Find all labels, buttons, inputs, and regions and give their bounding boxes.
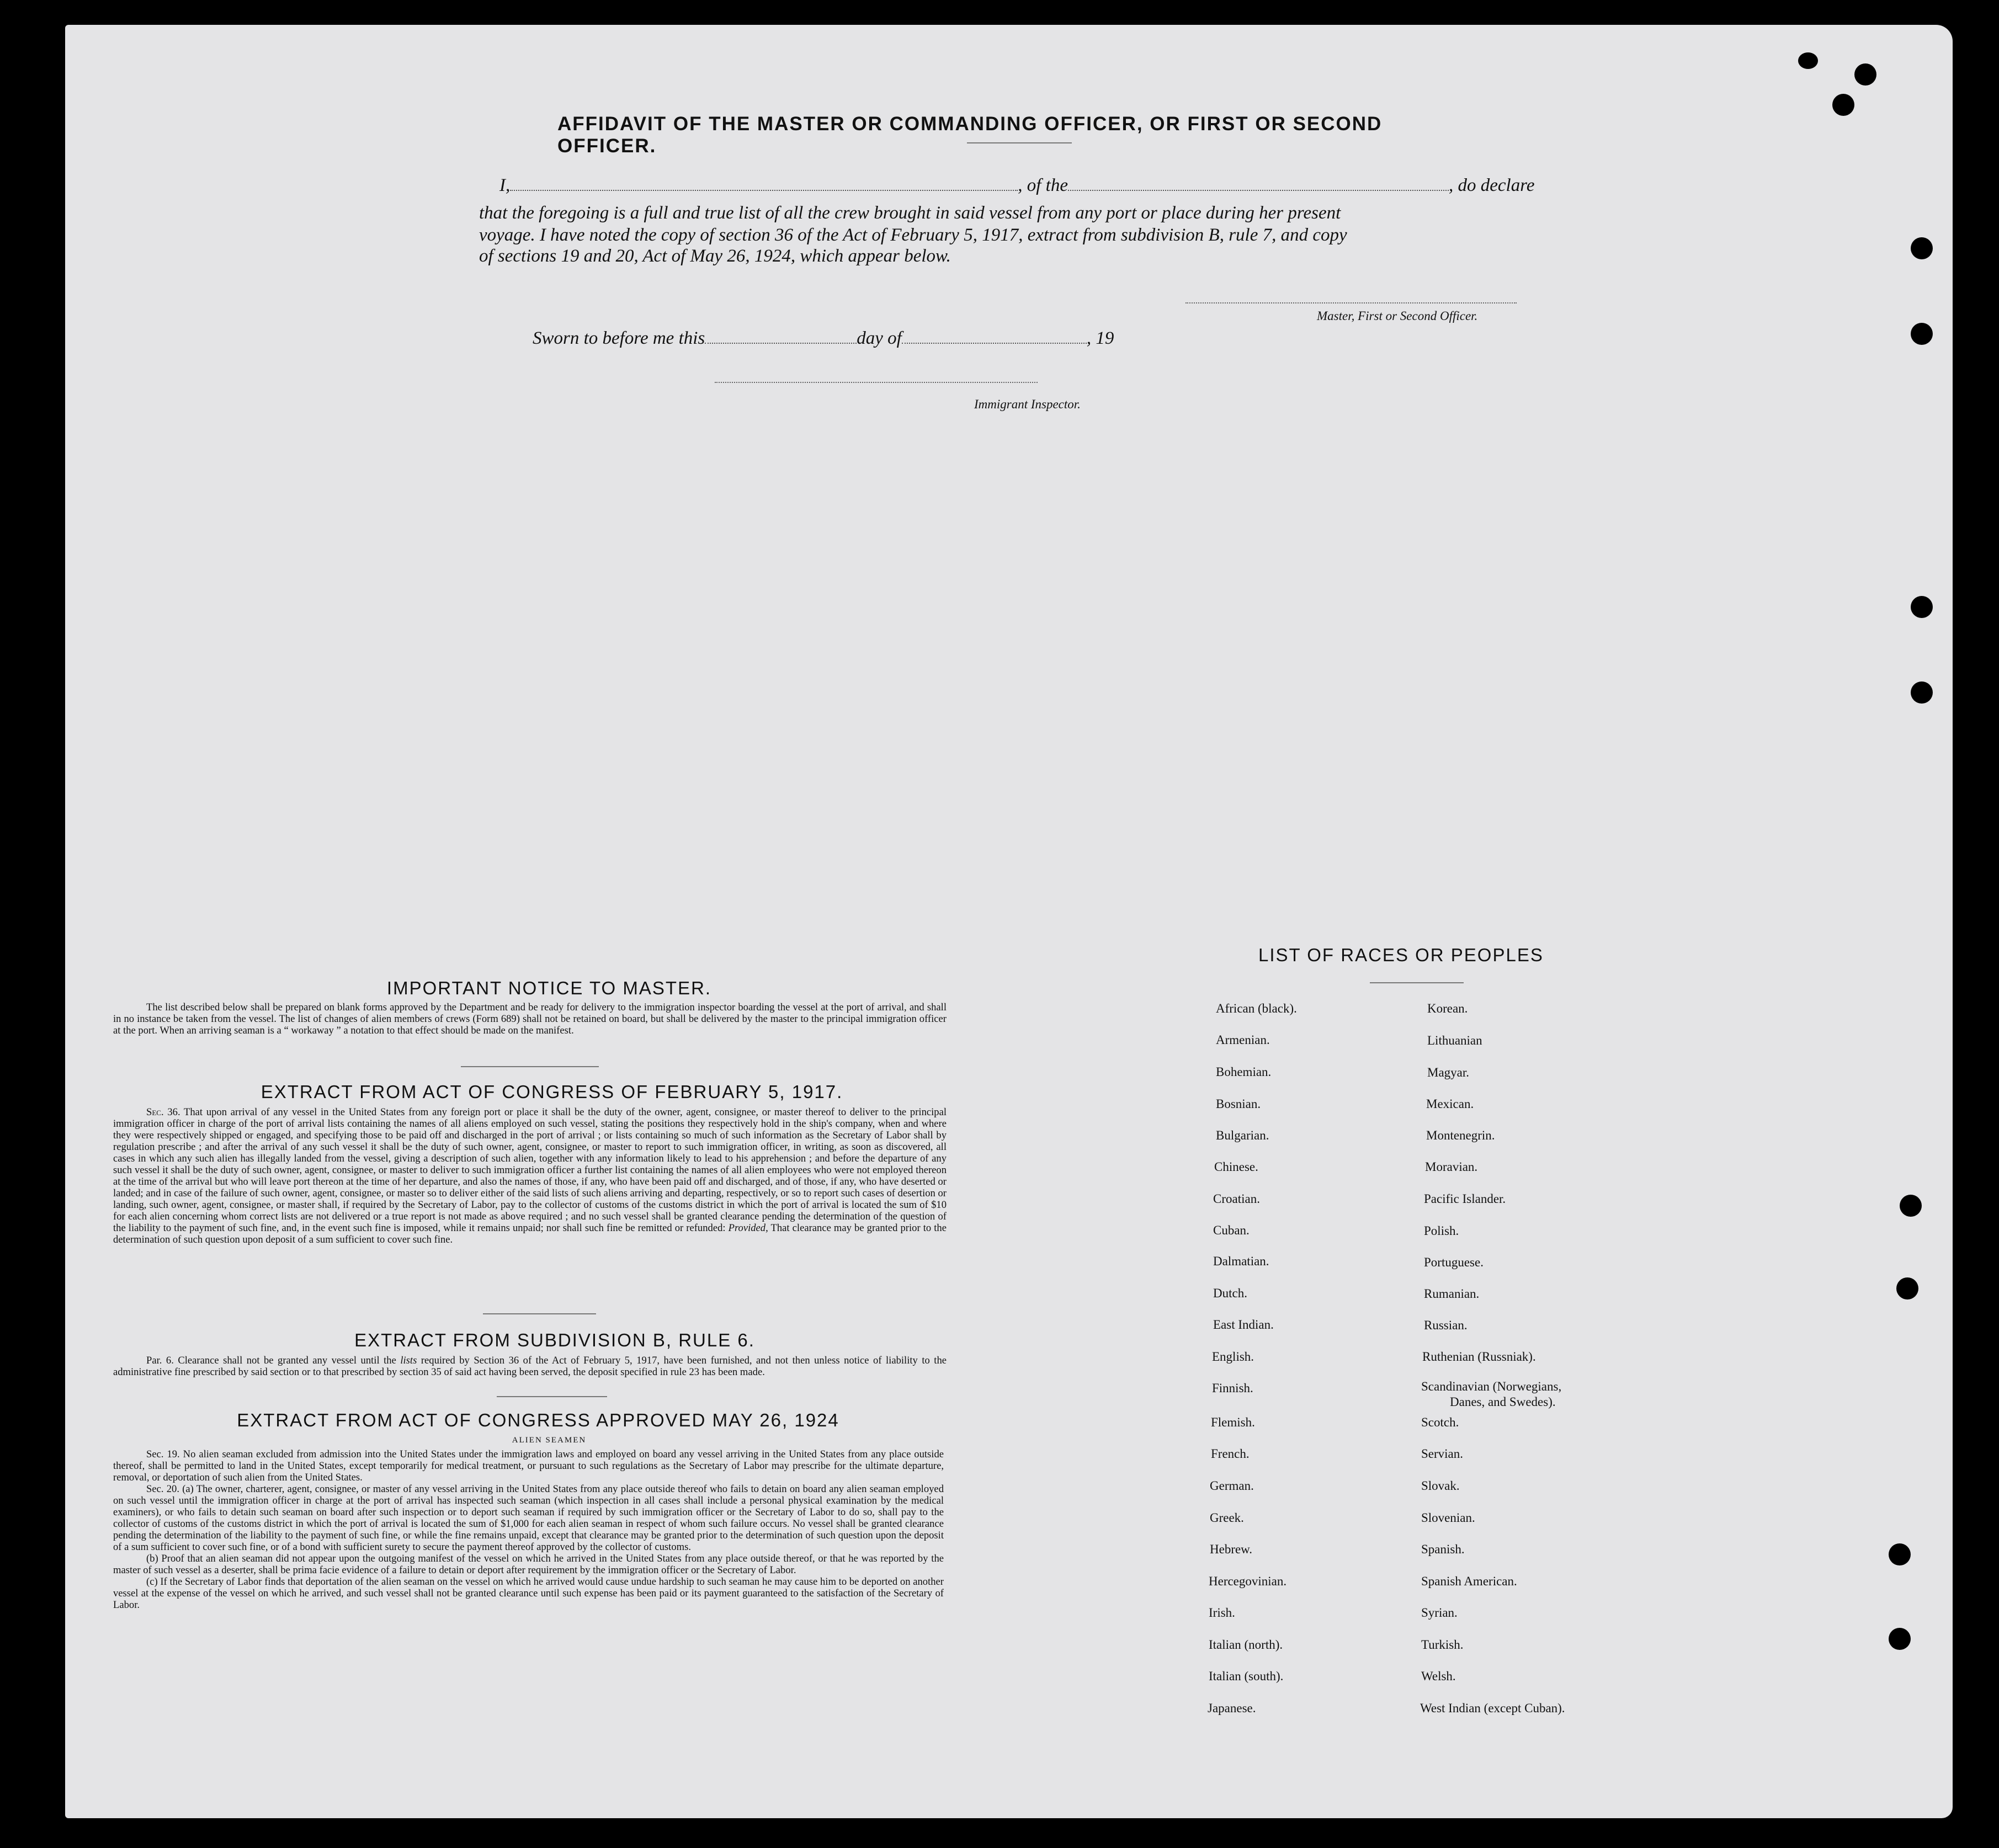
race-item: Bosnian. [1216, 1097, 1261, 1111]
race-item: Montenegrin. [1426, 1128, 1495, 1142]
race-item: Spanish. [1421, 1542, 1465, 1556]
notice-text: The list described below shall be prepared on blank forms approved by the Department and be ready for delivery to the immigration inspector boarding the vessel at the port of arrival, and shall in no instance be taken from the vessel. The list of changes of alien members of crews (Form 689) shall not be retained on board, but shall be delivered by the master to the principal immigration officer at the port. When an arriving seaman is a “ workaway ” a notation to that effect should be made on the manifest. [113, 1002, 947, 1036]
race-item: Slovenian. [1421, 1511, 1475, 1525]
affidavit-line-3: voyage. I have noted the copy of section 36 of the Act of February 5, 1917, extract from subdivision B, rule 7, and copy [479, 225, 1347, 245]
race-item: African (black). [1216, 1002, 1297, 1015]
race-item: Moravian. [1425, 1160, 1478, 1174]
race-item: Hebrew. [1210, 1542, 1253, 1556]
punch-hole [1911, 237, 1933, 259]
race-item: Rumanian. [1424, 1287, 1480, 1301]
race-item: Welsh. [1421, 1669, 1456, 1683]
extract-1917-title: EXTRACT FROM ACT OF CONGRESS OF FEBRUARY 5, 1917. [260, 1082, 843, 1102]
divider [1370, 982, 1464, 983]
punch-hole [1896, 1277, 1918, 1300]
master-signature-label: Master, First or Second Officer. [1317, 309, 1478, 323]
race-item: Dutch. [1213, 1286, 1247, 1300]
affidavit-title: AFFIDAVIT OF THE MASTER OR COMMANDING OFFICER, OR FIRST OR SECOND OFFICER. [557, 113, 1383, 157]
race-item: Cuban. [1213, 1223, 1250, 1237]
name-blank[interactable] [510, 190, 1018, 191]
rule-6-text: Par. 6. Clearance shall not be granted any vessel until the lists required by Section 36 of the Act of February 5, 1917, have been furnished, and not then unless notice of liability to the administrative fine prescribed by said section or to that prescribed by section 35 of said act having been served, the deposit specified in rule 23 has been made. [113, 1355, 947, 1378]
race-item: Portuguese. [1424, 1255, 1484, 1269]
notice-title: IMPORTANT NOTICE TO MASTER. [386, 978, 712, 998]
race-item: Polish. [1424, 1224, 1459, 1238]
sworn-line: Sworn to before me this day of , 19 [533, 328, 1114, 348]
rule-6-title: EXTRACT FROM SUBDIVISION B, RULE 6. [354, 1330, 755, 1350]
race-item: Syrian. [1421, 1606, 1458, 1620]
race-item: Finnish. [1212, 1381, 1253, 1395]
race-item: Dalmatian. [1213, 1254, 1269, 1268]
section-20b: (b) Proof that an alien seaman did not appear upon the outgoing manifest of the vessel on which he arrived in the United States from any place outside thereof, or that he was reported by the master of such vessel as a deserter, shall be prima facie evidence of a failure to detain or deport after requirement by the immigration officer or the Secretary of Labor. [113, 1553, 944, 1576]
race-item: Scotch. [1421, 1415, 1459, 1429]
race-item: Flemish. [1211, 1415, 1255, 1429]
affidavit-line-2: that the foregoing is a full and true list of all the crew brought in said vessel from any port or place during her present [479, 203, 1341, 223]
race-item: Turkish. [1421, 1638, 1464, 1652]
section-20c: (c) If the Secretary of Labor finds that deportation of the alien seaman on the vessel on which he arrived would cause undue hardship to such seaman he may cause him to be deported on another vessel at the expense of the vessel on which he arrived, and such vessel shall not be granted clearance until such expense has been paid or its payment guaranteed to the satisfaction of the Secretary of Labor. [113, 1576, 944, 1611]
punch-hole [1889, 1543, 1911, 1565]
race-item: East Indian. [1213, 1318, 1274, 1332]
race-item: West Indian (except Cuban). [1420, 1701, 1565, 1715]
race-item: Bohemian. [1216, 1065, 1272, 1079]
race-item: Korean. [1427, 1002, 1468, 1015]
race-item: Lithuanian [1427, 1034, 1482, 1047]
race-item: Japanese. [1208, 1701, 1256, 1715]
race-item: Spanish American. [1421, 1574, 1517, 1588]
race-item: Servian. [1421, 1447, 1464, 1461]
race-item: Russian. [1424, 1318, 1468, 1332]
race-item: Armenian. [1216, 1033, 1270, 1047]
extract-1917-text: Sec. 36. That upon arrival of any vessel in the United States from any foreign port or place it shall be the duty of the owner, agent, consignee, or master thereof to deliver to the principal immigration officer in charge of the port of arrival lists containing the names of all aliens employed on such vessel, stating the positions they respectively hold in the ship's company, when and where they were respectively shipped or engaged, and specifying those to be paid off and discharged in the port of arrival ; or lists containing so much of such information as the Secretary of Labor shall by regulation prescribe ; and after the arrival of any such vessel it shall be the duty of such owner, agent, consignee, or master to report to such immigration officer, in writing, as soon as discovered, all cases in which any such alien has illegally landed from the vessel, giving a description of such alien, together with any information likely to lead to his apprehension ; and before the departure of any such vessel it shall be the duty of such owner, agent, consignee, or master to deliver to such immigration officer a further list containing the names of all alien employees who were not employed thereon at the time of the arrival but who will leave port thereon at the time of her departure, and also the names of those, if any, who have been paid off and discharged, and of those, if any, who have deserted or landed; and in case of the failure of such owner, agent, consignee, or master so to deliver either of the said lists of such aliens arriving and departing, respectively, or so to report such cases of desertion or landing, such owner, agent, consignee, or master shall, if required by the Secretary of Labor, pay to the collector of customs of the customs district in which the port of arrival is located the sum of $10 for each alien concerning whom correct lists are not delivered or a true report is not made as above required ; and no such vessel shall be granted clearance pending the determination of the question of the liability to the payment of such fine, and, in the event such fine is imposed, while it remains unpaid; nor shall such fine be remitted or refunded: Provided, That clearance may be granted prior to the determination of such question upon deposit of a sum sufficient to cover such fine. [113, 1106, 947, 1245]
race-item: Croatian. [1213, 1192, 1260, 1206]
master-signature-line[interactable] [1185, 302, 1517, 303]
race-item: French. [1211, 1447, 1250, 1461]
alien-seamen-subtitle: ALIEN SEAMEN [512, 1436, 587, 1445]
divider [497, 1396, 607, 1397]
punch-hole [1911, 596, 1933, 618]
punch-hole [1854, 63, 1876, 86]
punch-hole [1911, 323, 1933, 345]
race-item: Pacific Islander. [1424, 1192, 1506, 1206]
section-20a: Sec. 20. (a) The owner, charterer, agent, consignee, or master of any vessel arriving in the United States from any place outside thereof who fails to detain on board any alien seaman employed on such vessel until the immigration officer in charge at the port of arrival has inspected such seaman (which inspection in all cases shall include a personal physical examination by the medical examiners), or who fails to detain such seaman on board after such inspection or to deport such seaman if required by such immigration officer or the Secretary of Labor to do so, shall pay to the collector of customs of the customs district in which the port of arrival is located the sum of $1,000 for each alien seaman in respect of whom such failure occurs. No vessel shall be granted clearance pending the determination of the liability to the payment of such fine, or while the fine remains unpaid, except that clearance may be granted prior to the determination of such question upon the deposit of a sum sufficient to cover such fine, or of a bond with sufficient surety to secure the payment thereof approved by the collector of customs. [113, 1483, 944, 1553]
race-item: Magyar. [1427, 1066, 1470, 1079]
race-item: English. [1212, 1350, 1254, 1364]
race-item: Scandinavian (Norwegians, Danes, and Swedes). [1421, 1380, 1562, 1409]
race-item: Mexican. [1426, 1097, 1474, 1111]
race-item: Italian (south). [1209, 1669, 1284, 1683]
punch-hole [1911, 681, 1933, 704]
punch-hole [1889, 1628, 1911, 1650]
race-item: German. [1210, 1479, 1254, 1493]
punch-hole [1900, 1195, 1922, 1217]
affidavit-line-4: of sections 19 and 20, Act of May 26, 1924, which appear below. [479, 246, 951, 266]
races-title: LIST OF RACES OR PEOPLES [1258, 945, 1544, 965]
race-item: Italian (north). [1209, 1638, 1283, 1652]
punch-hole [1798, 52, 1818, 69]
punch-hole [1832, 94, 1854, 116]
inspector-signature-line[interactable] [715, 382, 1038, 383]
divider [483, 1313, 596, 1314]
race-item: Bulgarian. [1216, 1128, 1269, 1142]
race-item: Greek. [1210, 1511, 1244, 1525]
race-item: Hercegovinian. [1209, 1574, 1287, 1588]
divider [967, 142, 1072, 143]
sworn-month-blank[interactable] [902, 343, 1087, 344]
divider [461, 1066, 599, 1067]
race-item: Slovak. [1421, 1479, 1460, 1493]
race-item: Ruthenian (Russniak). [1422, 1350, 1536, 1364]
sworn-day-blank[interactable] [705, 343, 857, 344]
inspector-signature-label: Immigrant Inspector. [974, 397, 1081, 411]
race-item: Irish. [1209, 1606, 1235, 1620]
affidavit-line-1: I, , of the , do declare [499, 175, 1535, 195]
race-item: Chinese. [1214, 1160, 1258, 1174]
vessel-blank[interactable] [1068, 190, 1449, 191]
extract-1924-title: EXTRACT FROM ACT OF CONGRESS APPROVED MAY 26, 1924 [237, 1410, 839, 1430]
extract-1924-text [113, 1448, 944, 1611]
section-19: Sec. 19. No alien seaman excluded from admission into the United States under the immigration laws and employed on board any vessel arriving in the United States from any place outside thereof, shall be permitted to land in the United States, except temporarily for medical treatment, or pursuant to such regulations as the Secretary of Labor may prescribe for the ultimate departure, removal, or deportation of such alien from the United States. [113, 1448, 944, 1483]
